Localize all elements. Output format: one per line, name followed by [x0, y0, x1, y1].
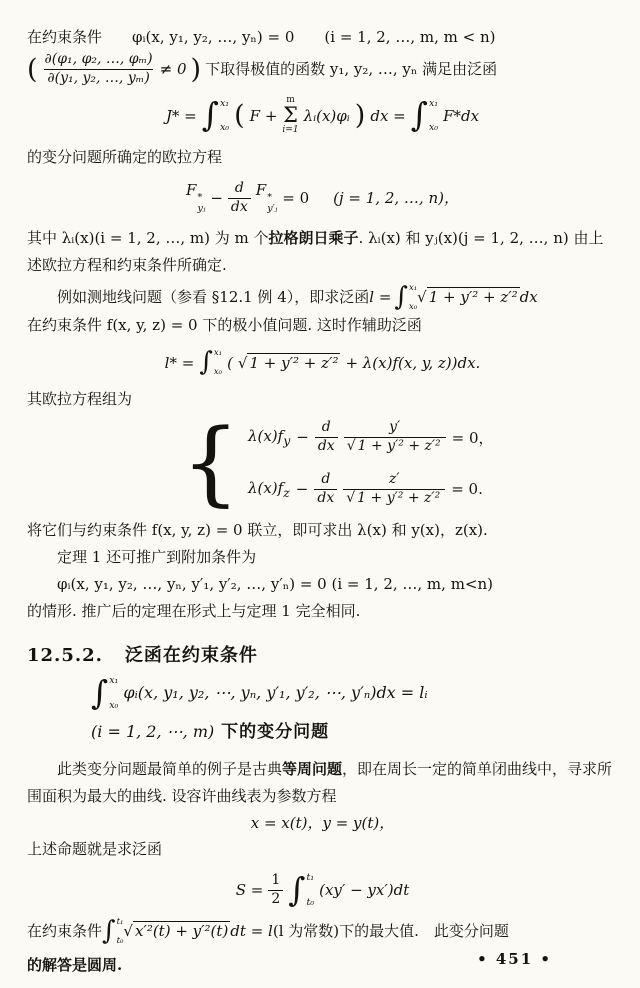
term-subscript: y	[283, 432, 291, 448]
minus-sign: −	[295, 480, 309, 498]
geodesic-constraint-line: 在约束条件 f(x, y, z) = 0 下的极小值问题. 这时作辅助泛函	[27, 316, 422, 334]
f-star-yj-term	[186, 181, 205, 215]
equals-zero: = 0.	[451, 480, 483, 498]
d-numerator: d	[234, 180, 244, 196]
constraint-intro-line: 在约束条件 φᵢ(x, y₁, y₂, …, yₙ) = 0 (i = 1, 2, …, m, m < n)	[27, 28, 496, 46]
text-segment: . λᵢ(x) 和 yⱼ(x)(j = 1, 2, …, n) 由上述欧拉方程和约束条件所确定.	[27, 229, 604, 274]
right-paren: )	[354, 100, 366, 131]
solve-system-paragraph: 将它们与约束条件 f(x, y, z) = 0 联立，即可求出 λ(x) 和 y(x)，z(x).	[27, 521, 488, 539]
system-equation-1	[248, 419, 494, 455]
j-star-lhs: J* =	[165, 106, 197, 125]
integral-x0-x1	[394, 283, 417, 312]
fraction-denominator	[343, 489, 445, 508]
radicand: 1 + y′² + z′²	[428, 288, 518, 306]
integral-upper-limit: t₁	[116, 917, 124, 927]
jacobian-denominator: ∂(y₁, y₂, …, yₘ)	[44, 69, 152, 88]
d-dx-fraction	[228, 180, 251, 216]
j-index-condition: (j = 1, 2, …, n)，	[333, 189, 459, 207]
sum-lower-limit: i=1	[282, 125, 299, 135]
formula-euler-equation	[27, 180, 618, 216]
heading-integrand: φᵢ(x, y₁, y₂, ⋯, yₙ, y′₁, y′₂, ⋯, y′ₙ)dx = lᵢ	[123, 683, 428, 703]
bold-isoperimetric-term: 等周问题	[282, 760, 343, 778]
integral-sign: ∫	[288, 869, 306, 909]
s-equals: S =	[235, 881, 264, 899]
l-star-lhs: l* =	[164, 353, 195, 372]
section-heading	[27, 641, 618, 667]
formula-j-star	[27, 96, 618, 135]
fraction-numerator: 1	[271, 872, 281, 888]
right-paren: )	[190, 53, 202, 85]
superscript-star: *	[267, 192, 272, 204]
theorem-extension-intro: 定理 1 还可推广到附加条件为	[57, 548, 257, 566]
superscript-star: *	[197, 192, 203, 204]
page-number: • 451 •	[477, 950, 552, 968]
jacobian-fraction	[42, 51, 156, 87]
f-plus-term: F +	[249, 106, 278, 125]
integral-sign: ∫	[102, 916, 116, 947]
integral-sign: ∫	[91, 672, 109, 712]
radicand: 1 + y′² + z′²	[249, 353, 339, 372]
dx-equals: dx =	[370, 106, 406, 125]
fraction-numerator: y′	[389, 419, 401, 435]
minus-sign: −	[210, 189, 223, 207]
extended-constraint-formula: φᵢ(x, y₁, y₂, …, yₙ, y′₁, y′₂, …, y′ₙ) = 0 (i = 1, 2, …, m, m<n)	[57, 575, 493, 593]
heading-tail-text: 下的变分问题	[214, 722, 330, 742]
fraction-numerator: z′	[388, 471, 400, 487]
text-segment: 此类变分问题最简单的例子是古典	[57, 760, 283, 778]
theorem-extension-tail: 的情形. 推广后的定理在形式上与定理 1 完全相同.	[27, 602, 361, 620]
term-subscript: z	[283, 484, 290, 500]
formula-l-star	[27, 348, 618, 377]
subscript-yj: yⱼ	[197, 203, 206, 214]
final-answer-line: 的解答是圆周.	[27, 956, 123, 974]
sum-upper-limit: m	[286, 95, 295, 105]
integral-x0-x1	[91, 672, 119, 712]
integral-x0-x1	[410, 95, 439, 135]
heading-condition-line	[91, 717, 618, 742]
dx-denominator: dx	[228, 198, 251, 217]
d-numerator: d	[321, 471, 331, 487]
integral-x0-x1	[201, 95, 230, 135]
radicand: 1 + y′² + z′²	[357, 437, 441, 454]
lambda-phi-term: λᵢ(x)φᵢ	[303, 106, 350, 125]
sqrt-sign: √	[237, 353, 248, 372]
minus-sign: −	[296, 428, 309, 446]
functional-intro-line: 上述命题就是求泛函	[27, 840, 163, 858]
quotient-fraction	[344, 419, 446, 455]
sqrt-sign: √	[346, 489, 356, 506]
sqrt-expression	[238, 354, 341, 372]
term-text: λ(x)f	[247, 478, 284, 497]
integral-lower-limit: x₀	[428, 122, 439, 133]
geodesic-example-line	[27, 283, 618, 312]
integral-lower-limit: x₀	[408, 301, 418, 312]
text-segment: (l 为常数)下的最大值. 此变分问题	[272, 922, 509, 940]
f-symbol: F	[186, 181, 197, 200]
l-equals: l =	[369, 288, 392, 306]
i-index-condition: (i = 1, 2, ⋯, m)	[91, 722, 215, 741]
integral-sign: ∫	[394, 282, 408, 313]
sqrt-expression	[417, 284, 520, 311]
left-paren: (	[234, 100, 245, 131]
equals-zero: = 0，	[451, 428, 494, 447]
quotient-fraction	[343, 471, 445, 507]
integral-t0-t1	[102, 917, 123, 946]
lambda-f-term	[248, 427, 290, 448]
term-text: λ(x)f	[247, 426, 284, 445]
integral-upper-limit: x₁	[219, 97, 230, 109]
integral-upper-limit: x₁	[428, 97, 439, 109]
jacobian-condition-line	[27, 51, 618, 87]
heading-integral-formula	[91, 672, 618, 712]
bold-lagrange-term: 拉格朗日乘子	[268, 229, 359, 247]
integral-t0-t1	[288, 869, 315, 909]
integral-sign: ∫	[199, 347, 213, 378]
one-half-fraction	[268, 872, 283, 908]
sqrt-sign: √	[346, 437, 356, 454]
isoperimetric-paragraph	[27, 756, 618, 810]
fraction-denominator	[344, 437, 446, 456]
lambda-f-term	[248, 479, 290, 500]
left-paren: (	[227, 353, 233, 372]
dx-denominator: dx	[314, 489, 337, 508]
integral-upper-limit: x₁	[213, 348, 223, 358]
dx-term: dx	[519, 288, 538, 306]
system-equation-2	[248, 471, 494, 507]
left-brace: {	[181, 408, 240, 516]
final-constraint-line	[27, 917, 618, 946]
sqrt-sign: √	[123, 922, 133, 940]
formula-area-s	[27, 869, 618, 909]
integral-upper-limit: t₁	[306, 872, 315, 883]
integral-upper-limit: x₁	[109, 675, 119, 686]
sqrt-sign: √	[417, 288, 427, 306]
integral-lower-limit: t₀	[116, 935, 124, 946]
integral-upper-limit: x₁	[408, 283, 418, 293]
geodesic-lead-text: 例如测地线问题（参看 §12.1 例 4），即求泛函	[57, 288, 370, 306]
fraction-denominator: 2	[268, 890, 283, 909]
parametric-text: x = x(t)，y = y(t)，	[250, 814, 395, 832]
section-title: 泛函在约束条件	[124, 645, 258, 666]
system-equations	[248, 419, 494, 507]
dx-denominator: dx	[315, 437, 338, 456]
text-segment: 其中 λᵢ(x)(i = 1, 2, …, m) 为 m 个	[27, 229, 269, 247]
f-star-yj-prime-term	[256, 181, 277, 215]
euler-system-intro: 其欧拉方程组为	[27, 390, 133, 408]
jacobian-numerator: ∂(φ₁, φ₂, …, φₘ)	[44, 51, 153, 67]
integral-lower-limit: t₀	[306, 896, 315, 908]
jacobian-tail-text: 下取得极值的函数 y₁, y₂, …, yₙ 满足由泛函	[205, 59, 498, 78]
f-star-dx: F*dx	[443, 106, 480, 125]
integral-sign: ∫	[410, 95, 428, 135]
s-integrand: (xy′ − yx′)dt	[319, 881, 410, 899]
subscript-yj-prime: y′ⱼ	[267, 203, 278, 214]
integral-sign: ∫	[201, 95, 219, 135]
integral-x0-x1	[199, 348, 222, 377]
dt-equals-l: dt = l	[230, 922, 273, 940]
euler-equation-intro: 的变分问题所确定的欧拉方程	[27, 148, 223, 166]
left-paren: (	[27, 53, 38, 85]
integral-lower-limit: x₀	[109, 699, 119, 711]
sum-sign: Σ	[283, 103, 298, 127]
text-segment: ，即在周长一定的简单闭曲线中，寻求所围面积为最大的曲线. 设容许曲线表为参数方程	[27, 760, 613, 805]
integral-lower-limit: x₀	[219, 122, 230, 133]
radicand: x′²(t) + y′²(t)	[134, 922, 229, 940]
equals-zero: = 0	[282, 189, 310, 207]
f-symbol: F	[255, 181, 267, 200]
d-dx-fraction	[314, 471, 337, 507]
d-numerator: d	[321, 419, 331, 435]
formula-euler-system	[57, 408, 618, 516]
radicand: 1 + y′² + z′²	[357, 489, 441, 506]
lagrange-multiplier-paragraph	[27, 225, 618, 279]
text-segment: 在约束条件	[27, 922, 103, 940]
integral-lower-limit: x₀	[213, 366, 223, 377]
not-equal-zero: ≠ 0	[159, 59, 187, 78]
sqrt-expression	[123, 918, 230, 945]
d-dx-fraction	[315, 419, 338, 455]
parametric-equations	[27, 814, 618, 832]
lambda-f-tail: + λ(x)f(x, y, z))dx.	[345, 353, 481, 372]
section-number: 12.5.2.	[27, 645, 103, 666]
summation	[282, 96, 298, 135]
